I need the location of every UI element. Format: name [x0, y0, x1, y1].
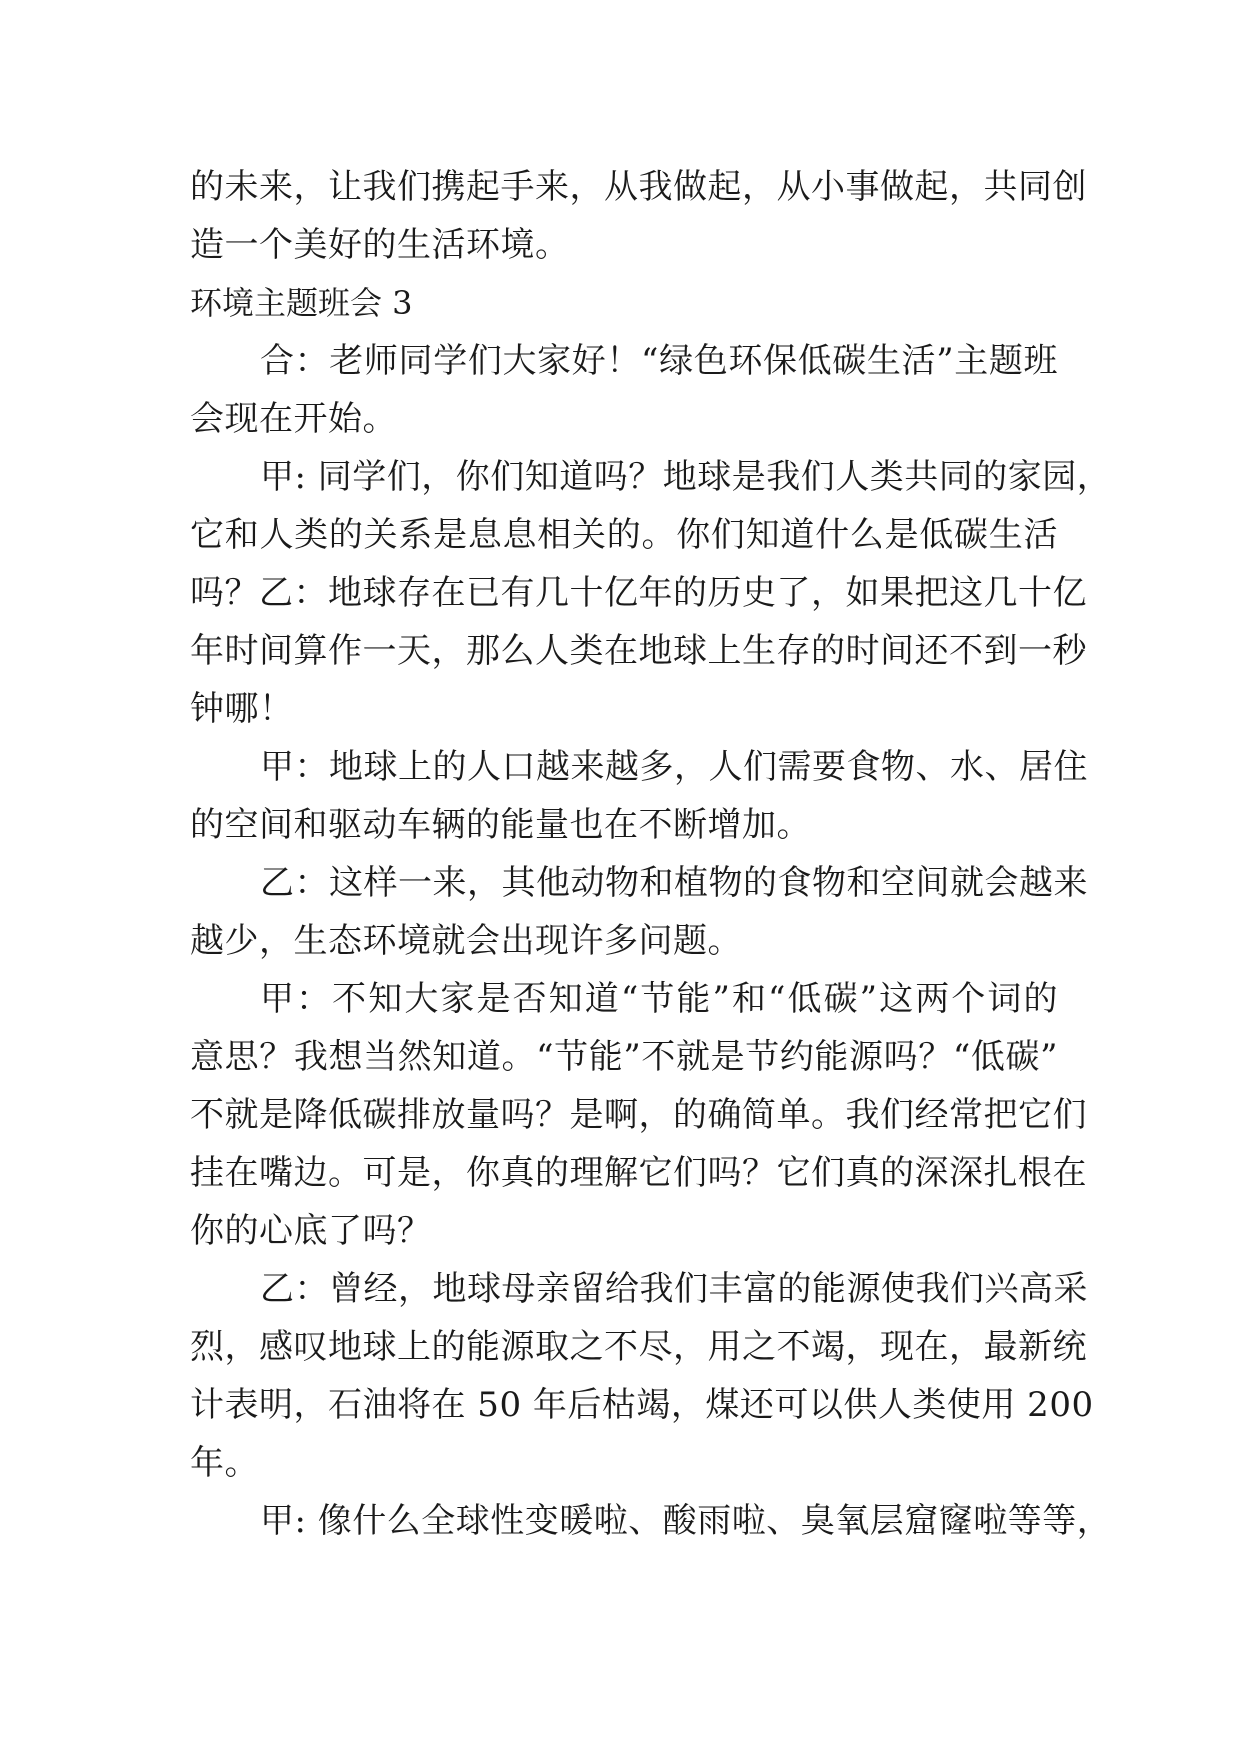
text-line: 它和人类的关系是息息相关的。你们知道什么是低碳生活	[190, 515, 1058, 555]
text-line: 的空间和驱动车辆的能量也在不断增加。	[190, 805, 811, 845]
text-line: 你的心底了吗？	[190, 1211, 432, 1251]
text-line: 越少，生态环境就会出现许多问题。	[190, 921, 742, 961]
text-line: 会现在开始。	[190, 399, 397, 439]
text-line: 意思？我想当然知道。“节能”不就是节约能源吗？“低碳”	[190, 1037, 1058, 1077]
text-line: 的未来，让我们携起手来，从我做起，从小事做起，共同创	[190, 167, 1087, 207]
paragraph-first-line: 甲: 像什么全球性变暖啦、酸雨啦、臭氧层窟窿啦等等，	[260, 1501, 1112, 1541]
paragraph-first-line: 甲：地球上的人口越来越多，人们需要食物、水、居住	[260, 747, 1088, 787]
text-line: 年时间算作一天，那么人类在地球上生存的时间还不到一秒	[190, 631, 1087, 671]
text-line: 挂在嘴边。可是，你真的理解它们吗？它们真的深深扎根在	[190, 1153, 1087, 1193]
text-line: 吗？乙：地球存在已有几十亿年的历史了，如果把这几十亿	[190, 573, 1087, 613]
text-line: 年。	[190, 1443, 259, 1483]
text-line: 钟哪！	[190, 689, 294, 729]
paragraph-first-line: 甲: 同学们，你们知道吗？地球是我们人类共同的家园，	[260, 457, 1112, 497]
text-line: 不就是降低碳排放量吗？是啊，的确简单。我们经常把它们	[190, 1095, 1087, 1135]
paragraph-first-line: 合：老师同学们大家好！“绿色环保低碳生活”主题班	[260, 341, 1058, 381]
section-heading: 环境主题班会 3	[190, 284, 413, 322]
paragraph-first-line: 甲：不知大家是否知道“节能”和“低碳”这两个词的	[260, 979, 1058, 1019]
text-line: 烈，感叹地球上的能源取之不尽，用之不竭，现在，最新统	[190, 1327, 1087, 1367]
paragraph-first-line: 乙：这样一来，其他动物和植物的食物和空间就会越来	[260, 863, 1088, 903]
text-line: 计表明，石油将在 50 年后枯竭，煤还可以供人类使用 200	[190, 1385, 1094, 1425]
text-line: 造一个美好的生活环境。	[190, 225, 570, 265]
paragraph-first-line: 乙：曾经，地球母亲留给我们丰富的能源使我们兴高采	[260, 1269, 1088, 1309]
document-page	[190, 158, 1112, 1550]
